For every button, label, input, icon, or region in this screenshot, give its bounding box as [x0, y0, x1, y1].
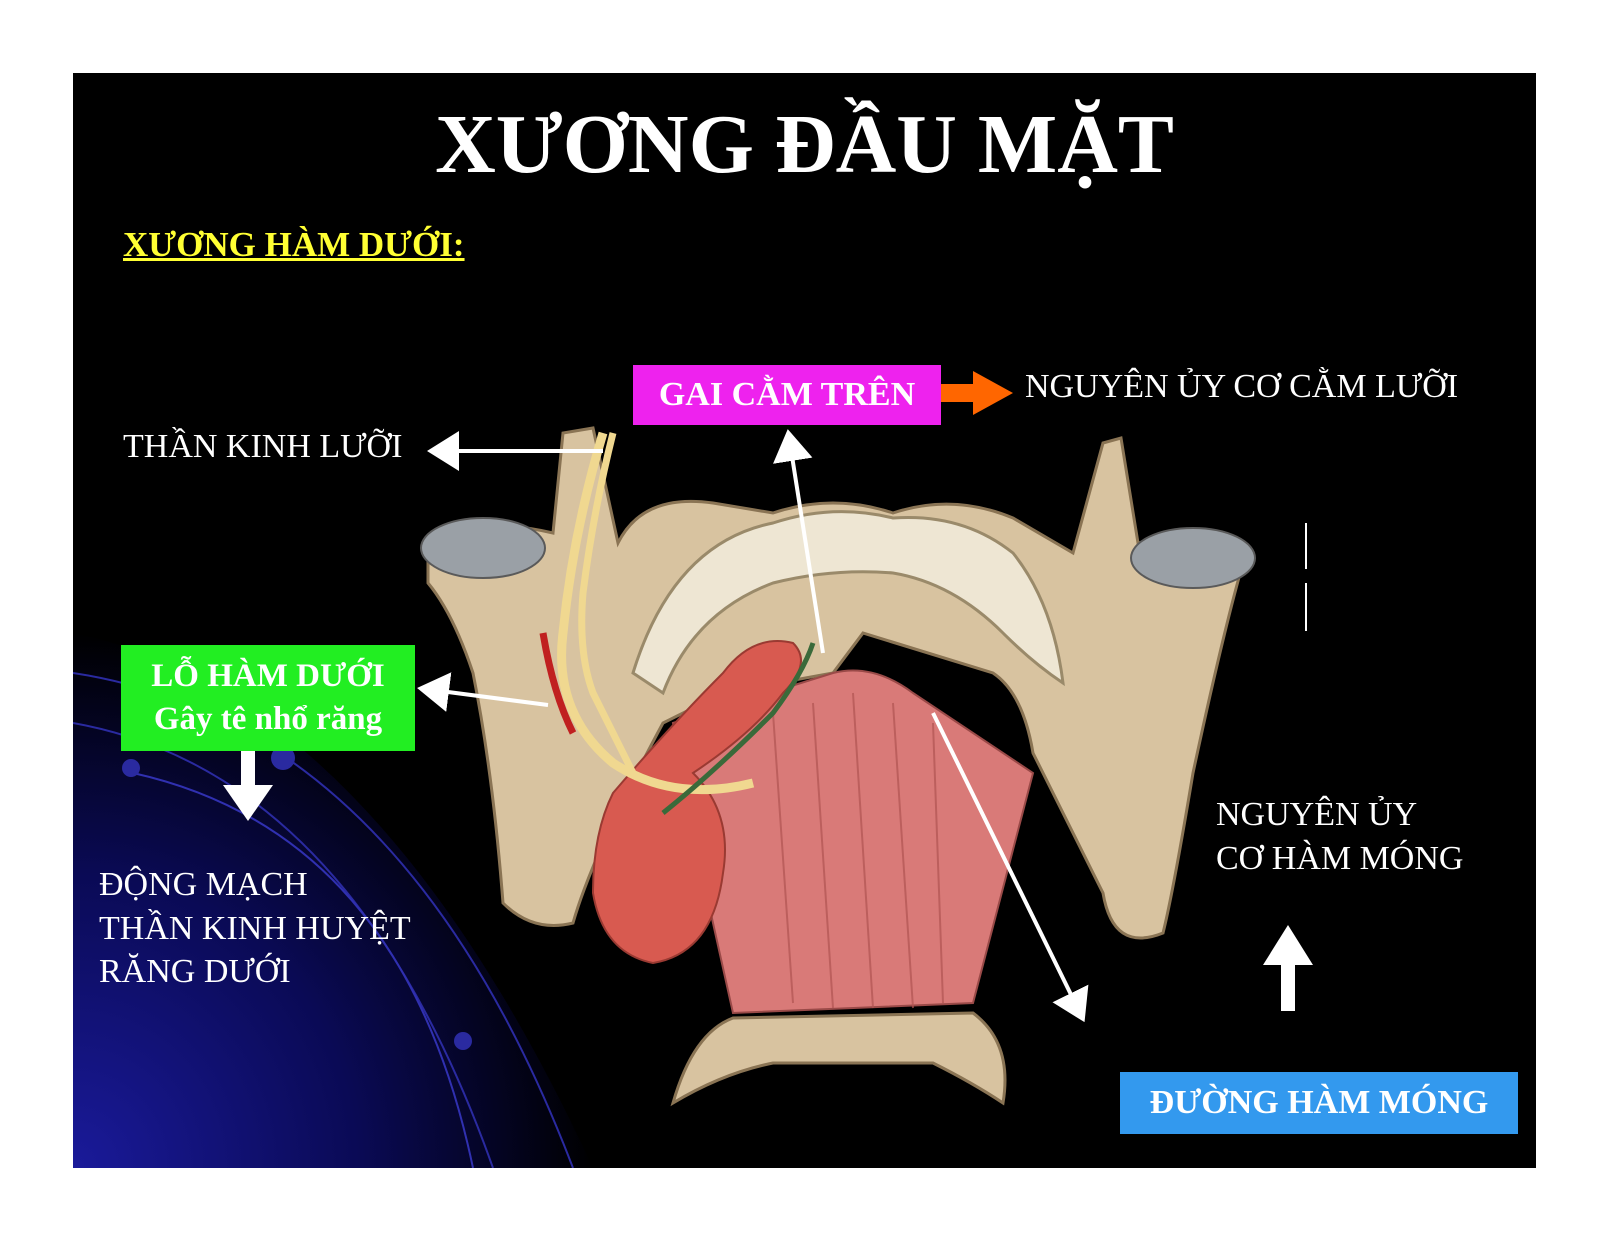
arrow-orange	[937, 371, 1013, 415]
slide-subtitle: XƯƠNG HÀM DƯỚI:	[123, 225, 465, 264]
arrow-lo-ham-duoi	[425, 689, 548, 705]
slide-title: XƯƠNG ĐẦU MẶT	[435, 98, 1174, 191]
label-dong-mach-line2: THẦN KINH HUYỆT	[99, 909, 411, 947]
slide	[73, 73, 1536, 1168]
label-gai-cam-tren	[633, 365, 941, 425]
arrow-gai-cam-tren	[789, 437, 823, 653]
label-nguyen-uy-co-ham-mong	[1216, 793, 1463, 880]
label-lo-ham-duoi	[121, 645, 415, 751]
label-duong-ham-mong-text: ĐƯỜNG HÀM MÓNG	[1149, 1084, 1489, 1121]
arrow-up-big	[1263, 925, 1313, 1011]
label-lo-ham-duoi-line2: Gây tê nhổ răng	[153, 701, 383, 737]
label-dong-mach-line3: RĂNG DƯỚI	[99, 953, 291, 991]
label-than-kinh-luoi: THẦN KINH LƯỠI	[123, 428, 403, 465]
label-dong-mach	[99, 863, 411, 994]
label-dong-mach-line1: ĐỘNG MẠCH	[99, 866, 308, 903]
label-nguyen-uy-co-ham-mong-line1: NGUYÊN ỦY	[1216, 796, 1418, 833]
label-gai-cam-tren-text: GAI CẰM TRÊN	[658, 376, 916, 413]
label-lo-ham-duoi-line1: LỖ HÀM DƯỚI	[151, 658, 385, 695]
label-nguyen-uy-co-cam-luoi: NGUYÊN ỦY CƠ CẰM LƯỠI	[1025, 368, 1459, 405]
arrow-duong-ham-mong	[933, 713, 1081, 1015]
label-nguyen-uy-co-ham-mong-line2: CƠ HÀM MÓNG	[1216, 839, 1464, 877]
label-duong-ham-mong	[1120, 1072, 1518, 1134]
